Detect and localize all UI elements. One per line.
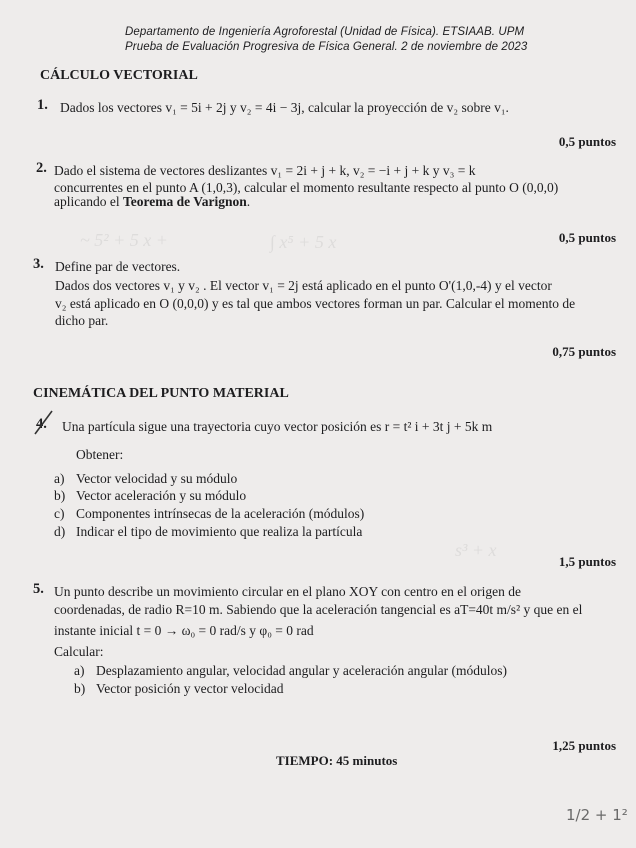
question-5-line-3: instante inicial t = 0 → ω₀ = 0 rad/s y φ₀ = 0 rad: [54, 623, 314, 638]
header-line-2: Prueba de Evaluación Progresiva de Física General. 2 de noviembre de 2023: [125, 41, 528, 53]
bleed-through-mark: ∫ x⁵ + 5 x: [270, 232, 337, 252]
item-text: Vector velocidad y su módulo: [76, 471, 238, 486]
question-5-item-b: [74, 681, 283, 697]
question-5-calcular: Calcular:: [54, 644, 104, 659]
question-2-points: 0,5 puntos: [558, 230, 616, 245]
item-text: Vector posición y vector velocidad: [96, 681, 284, 696]
item-label: b): [54, 488, 66, 503]
item-label: d): [54, 524, 66, 539]
question-4-item-d: [54, 524, 362, 540]
question-5-item-a: [74, 663, 507, 679]
question-1-number: 1.: [37, 97, 48, 113]
question-4-obtener: Obtener:: [76, 447, 124, 462]
question-3-number: 3.: [33, 256, 44, 272]
bleed-through-mark: ~ 5² + 5 x +: [80, 230, 168, 250]
item-text: Indicar el tipo de movimiento que realiza la partícula: [76, 524, 363, 539]
item-label: b): [74, 681, 86, 696]
question-5-line-1: Un punto describe un movimiento circular en el plano XOY con centro en el origen de: [54, 584, 521, 599]
question-3-points: 0,75 puntos: [552, 344, 616, 359]
item-label: a): [54, 471, 65, 486]
handwritten-tick-mark: [32, 408, 56, 438]
handwritten-note: 1/2 + 1²: [566, 806, 628, 824]
question-4-number: 4.: [36, 416, 47, 432]
question-3-line-3: v₂ está aplicado en O (0,0,0) y es tal que ambos vectores forman un par. Calcular el momento de: [55, 296, 576, 311]
header-line-1: Departamento de Ingeniería Agroforestal (Unidad de Física). ETSIAAB. UPM: [125, 26, 525, 38]
question-1-points: 0,5 puntos: [558, 134, 616, 149]
question-2-line-3-suffix: .: [246, 194, 251, 209]
question-5-number: 5.: [33, 581, 44, 597]
varignon-theorem: Teorema de Varignon: [122, 194, 247, 209]
question-2-line-2: concurrentes en el punto A (1,0,3), calcular el momento resultante respecto al punto O (0,0,0): [54, 180, 559, 195]
question-2-line-3: [54, 193, 250, 210]
question-4-item-c: [54, 506, 364, 522]
question-4-item-b: [54, 488, 246, 504]
question-4-points: 1,5 puntos: [558, 554, 616, 569]
item-text: Componentes intrínsecas de la aceleración (módulos): [76, 506, 365, 521]
section-title-cinematica: CINEMÁTICA DEL PUNTO MATERIAL: [33, 386, 289, 401]
item-label: c): [54, 506, 65, 521]
question-2-number: 2.: [36, 160, 47, 176]
question-1-text: Dados los vectores v₁ = 5i + 2j y v₂ = 4i − 3j, calcular la proyección de v₂ sobre v₁.: [60, 100, 509, 115]
question-2-line-1: Dado el sistema de vectores deslizantes v₁ = 2i + j + k, v₂ = −i + j + k y v₃ = k: [54, 163, 476, 178]
question-5-points: 1,25 puntos: [552, 738, 616, 753]
question-2-line-3-prefix: aplicando el: [54, 194, 123, 209]
exam-time: TIEMPO: 45 minutos: [276, 753, 398, 768]
question-4-text: Una partícula sigue una trayectoria cuyo vector posición es r = t² i + 3t j + 5k m: [62, 419, 493, 434]
question-4-item-a: [54, 471, 237, 487]
item-label: a): [74, 663, 85, 678]
bleed-through-mark: s³ + x: [455, 540, 497, 560]
question-5-line-2: coordenadas, de radio R=10 m. Sabiendo que la aceleración tangencial es aT=40t m/s² y que en el: [54, 602, 583, 617]
question-3-line-2: Dados dos vectores v₁ y v₂ . El vector v₁ = 2j está aplicado en el punto O'(1,0,-4) y el vector: [55, 278, 552, 293]
section-title-vectorial: CÁLCULO VECTORIAL: [40, 68, 198, 83]
question-3-line-1: Define par de vectores.: [55, 259, 181, 274]
item-text: Desplazamiento angular, velocidad angular y aceleración angular (módulos): [96, 663, 508, 678]
item-text: Vector aceleración y su módulo: [76, 488, 247, 503]
question-3-line-4: dicho par.: [55, 313, 109, 328]
